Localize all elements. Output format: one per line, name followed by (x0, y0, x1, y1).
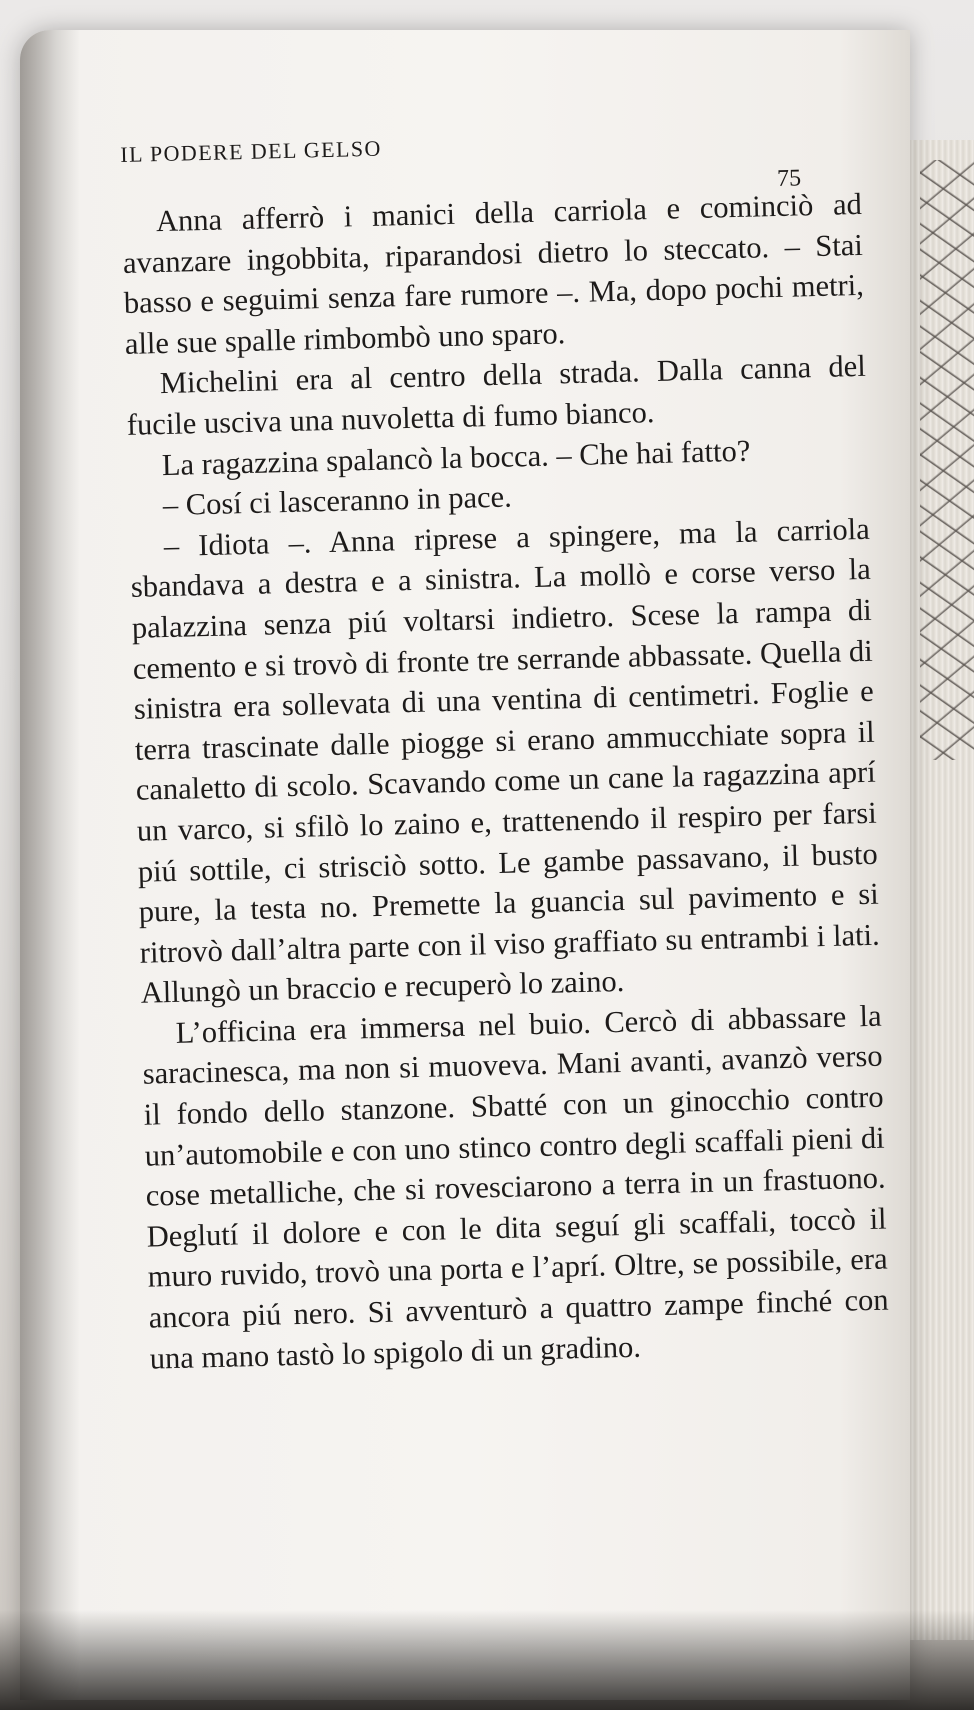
running-head: IL PODERE DEL GELSO (120, 135, 382, 167)
body-text (121, 184, 890, 1379)
paragraph: Anna afferrò i manici della carriola e cominciò ad avanzare ingobbita, riparandosi dietro lo steccato. – Stai basso e seguimi senza fare rumore –. Ma, dopo pochi metri, alle sue spalle rimbombò uno sparo. (122, 186, 865, 361)
paragraph: L’officina era immersa nel buio. Cercò di abbassare la saracinesca, ma non si muoveva. Mani avanti, avanzò verso il fondo dello stanzone. Sbatté con un ginocchio contro un’automobile e con uno stinco contro degli scaffali pieni di cose metalliche, che si rovesciarono a terra in un frastuono. Deglutí il dolore e con le dita seguí gli scaffali, toccò il muro ruvido, trovò una porta e l’aprí. Oltre, se possibile, era ancora piú nero. Si avventurò a quattro zampe finché con una mano tastò lo spigolo di un gradino. (142, 998, 889, 1376)
bottom-shadow (0, 1610, 974, 1710)
page-text-block (120, 124, 890, 1379)
paragraph: La ragazzina spalancò la bocca. – Che hai fatto? (161, 433, 751, 482)
book-page (20, 30, 910, 1700)
paragraph: – Cosí ci lasceranno in pace. (162, 479, 513, 523)
page-gutter-shadow (20, 30, 80, 1700)
cover-pattern (920, 160, 974, 760)
paragraph: Michelini era al centro della strada. Dalla canna del fucile usciva una nuvoletta di fumo bianco. (126, 349, 867, 442)
page-number: 75 (776, 165, 802, 192)
paragraph: – Idiota –. Anna riprese a spingere, ma la carriola sbandava a destra e a sinistra. La mollò e corse verso la palazzina senza piú voltarsi indietro. Scese la rampa di cemento e si trovò di fronte tre serrande abbassate. Quella di sinistra era sollevata di una ventina di centimetri. Foglie e terra trascinate dalle piogge si erano ammucchiate sopra il canaletto di scolo. Scavando come un cane la ragazzina aprí un varco, si sfilò lo zaino e, trattenendo il respiro per farsi piú sottile, ci strisciò sotto. Le gambe passavano, il busto pure, la testa no. Premette la guancia sul pavimento e si ritrovò dall’altra parte con il viso graffiato su entrambi i lati. Allungò un braccio e recuperò lo zaino. (130, 511, 881, 1011)
